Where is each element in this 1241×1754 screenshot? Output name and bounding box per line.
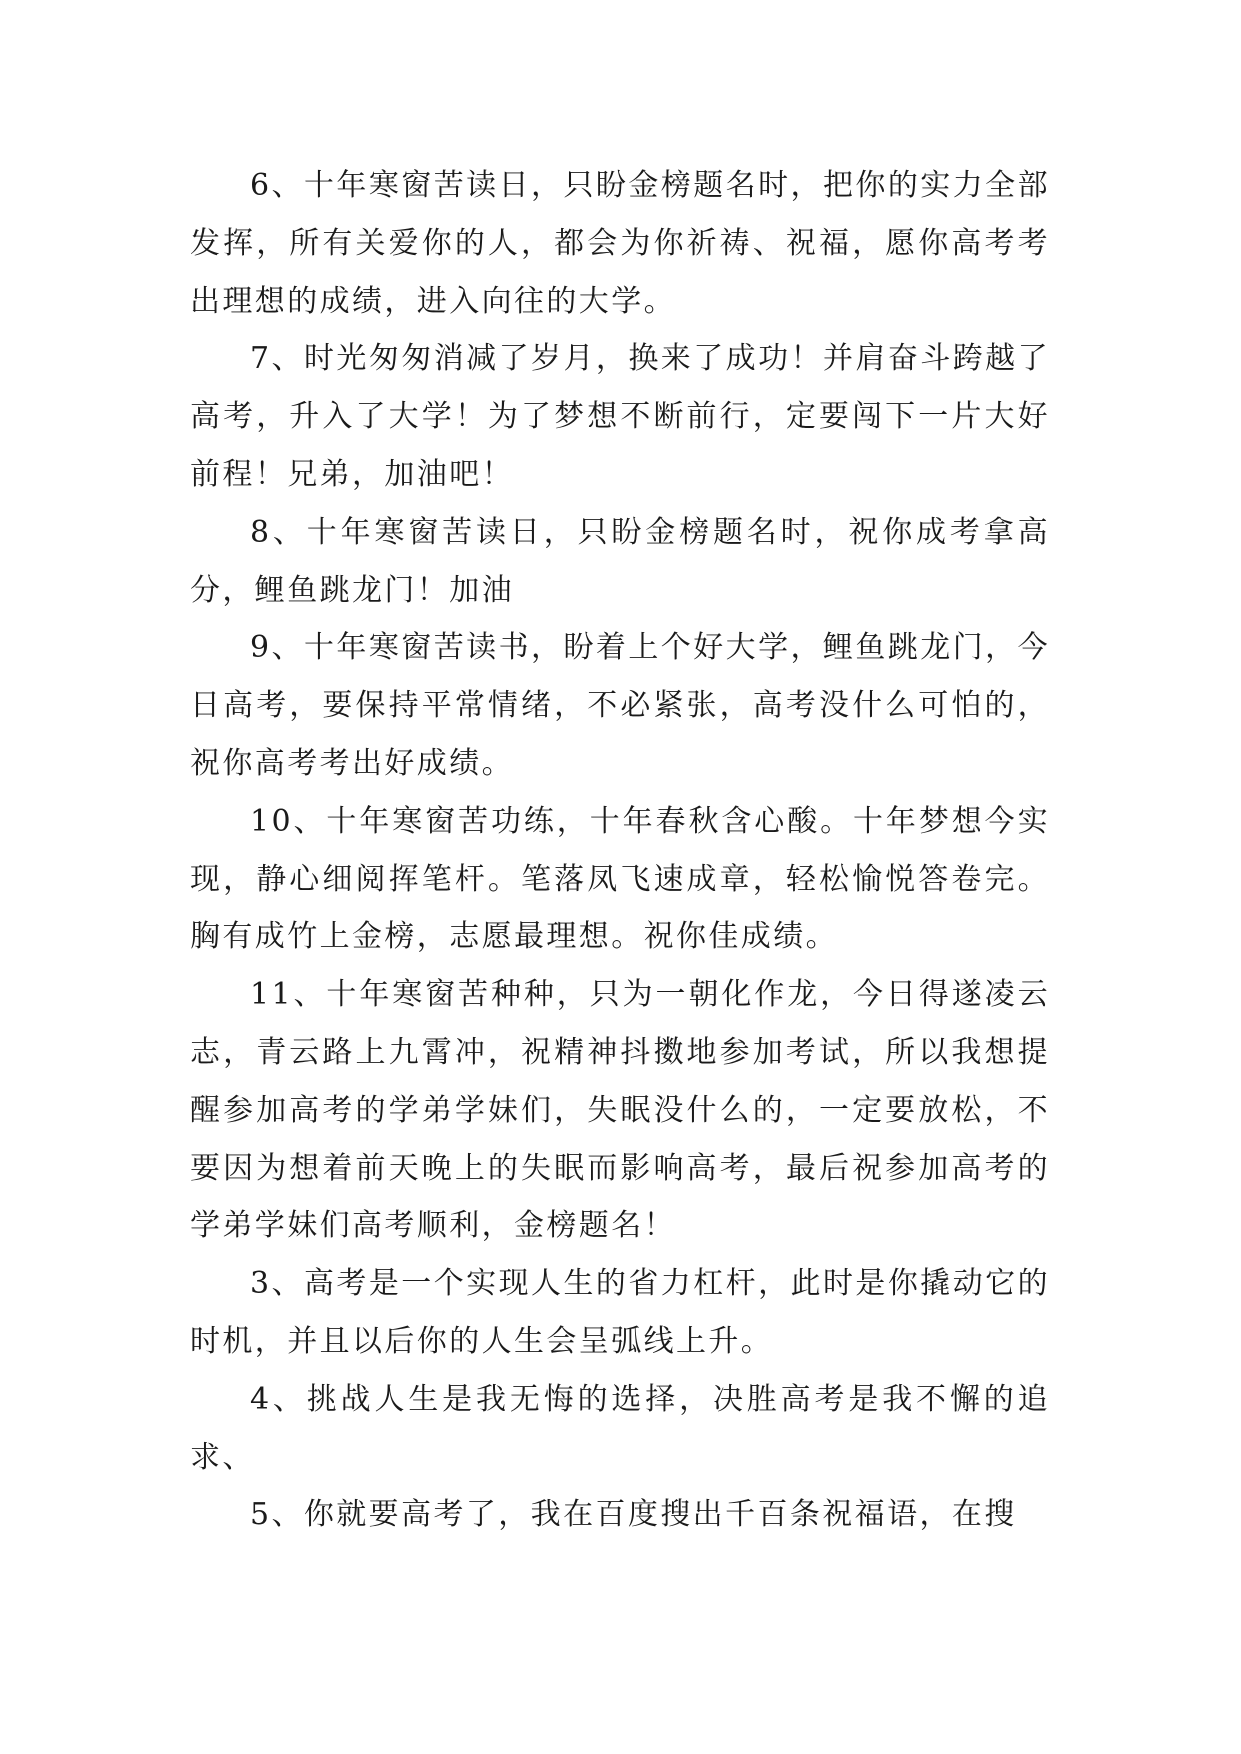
paragraph-6: 6、十年寒窗苦读日，只盼金榜题名时，把你的实力全部发挥，所有关爱你的人，都会为你祈祷、祝福，愿你高考考出理想的成绩，进入向往的大学。 bbox=[190, 168, 1050, 319]
paragraph-7: 7、时光匆匆消减了岁月，换来了成功！并肩奋斗跨越了高考，升入了大学！为了梦想不断前行，定要闯下一片大好前程！兄弟，加油吧！ bbox=[190, 341, 1050, 492]
paragraph-5: 5、你就要高考了，我在百度搜出千百条祝福语，在搜 bbox=[250, 1497, 1017, 1533]
paragraph-10: 10、十年寒窗苦功练，十年春秋含心酸。十年梦想今实现，静心细阅挥笔杆。笔落凤飞速成章，轻松愉悦答卷完。胸有成竹上金榜，志愿最理想。祝你佳成绩。 bbox=[190, 803, 1050, 955]
paragraph-8: 8、十年寒窗苦读日，只盼金榜题名时，祝你成考拿高分，鲤鱼跳龙门！加油 bbox=[190, 514, 1050, 608]
paragraph-4: 4、挑战人生是我无悔的选择，决胜高考是我不懈的追求、 bbox=[190, 1381, 1050, 1475]
paragraph-3: 3、高考是一个实现人生的省力杠杆，此时是你撬动它的时机，并且以后你的人生会呈弧线上升。 bbox=[190, 1266, 1050, 1359]
paragraph-11: 11、十年寒窗苦种种，只为一朝化作龙，今日得遂凌云志，青云路上九霄冲，祝精神抖擞地参加考试，所以我想提醒参加高考的学弟学妹们，失眠没什么的，一定要放松，不要因为想着前天晚上的失眠而影响高考，最后祝参加高考的学弟学妹们高考顺利，金榜题名！ bbox=[190, 977, 1050, 1244]
paragraph-9: 9、十年寒窗苦读书，盼着上个好大学，鲤鱼跳龙门，今日高考，要保持平常情绪，不必紧张，高考没什么可怕的，祝你高考考出好成绩。 bbox=[190, 630, 1050, 781]
document-body bbox=[190, 157, 1050, 1544]
